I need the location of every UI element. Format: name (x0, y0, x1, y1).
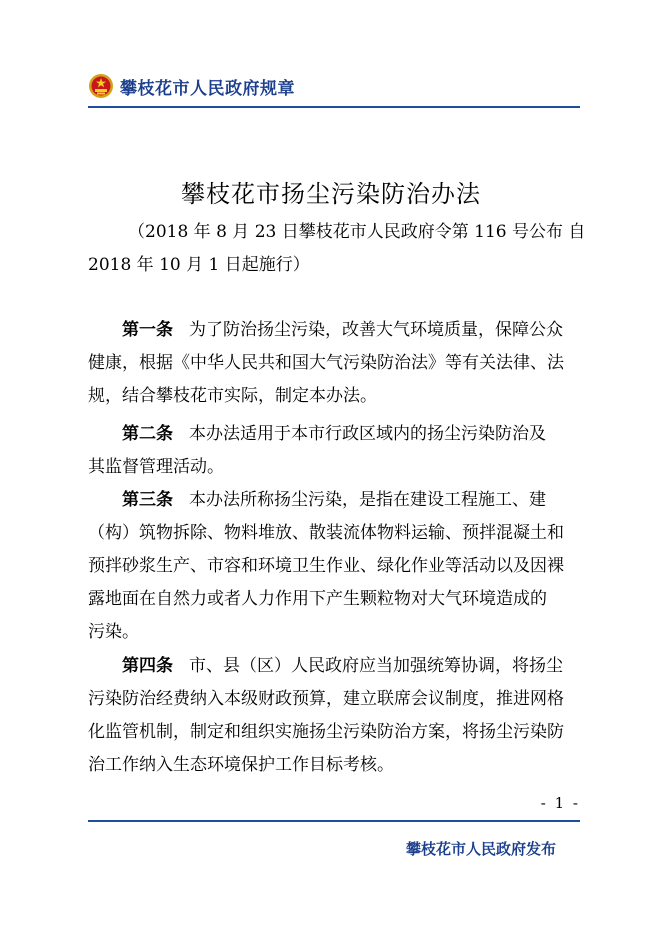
article-line: 健康，根据《中华人民共和国大气污染防治法》等有关法律、法 (88, 353, 564, 373)
article-number: 第一条 (122, 320, 173, 340)
article-line: 第四条 市、县（区）人民政府应当加强统筹协调，将扬尘 (122, 656, 563, 676)
article-line: 化监管机制，制定和组织实施扬尘污染防治方案，将扬尘污染防 (88, 722, 564, 742)
promulgation-note (88, 216, 586, 282)
article-line: 第三条 本办法所称扬尘污染，是指在建设工程施工、建 (122, 490, 546, 510)
article-number: 第二条 (122, 424, 173, 444)
document-title: 攀枝花市扬尘污染防治办法 (181, 180, 481, 208)
header-divider (88, 106, 580, 108)
article-3 (88, 484, 580, 649)
header-title: 攀枝花市人民政府规章 (120, 78, 295, 99)
article-line: 污染防治经费纳入本级财政预算，建立联席会议制度，推进网格 (88, 689, 564, 709)
page-number: - 1 - (540, 794, 580, 812)
article-line: 污染。 (88, 622, 139, 642)
article-line: 规，结合攀枝花市实际，制定本办法。 (88, 386, 377, 406)
footer-publisher: 攀枝花市人民政府发布 (406, 840, 557, 858)
article-line: 治工作纳入生态环境保护工作目标考核。 (88, 755, 394, 775)
article-4 (88, 650, 580, 782)
article-1 (88, 314, 580, 413)
article-line: （构）筑物拆除、物料堆放、散装流体物料运输、预拌混凝土和 (88, 523, 564, 543)
article-line: 第一条 为了防治扬尘污染，改善大气环境质量，保障公众 (122, 320, 563, 340)
article-number: 第三条 (122, 490, 173, 510)
article-line: 露地面在自然力或者人力作用下产生颗粒物对大气环境造成的 (88, 589, 547, 609)
promulgation-line: 2018 年 10 月 1 日起施行） (88, 255, 310, 275)
footer-divider (88, 820, 580, 822)
national-emblem-icon (88, 73, 114, 99)
article-2 (88, 418, 580, 484)
article-number: 第四条 (122, 656, 173, 676)
article-line: 其监督管理活动。 (88, 457, 224, 477)
article-line: 第二条 本办法适用于本市行政区域内的扬尘污染防治及 (122, 424, 546, 444)
promulgation-line: （2018 年 8 月 23 日攀枝花市人民政府令第 116 号公布 自 (128, 222, 586, 242)
article-line: 预拌砂浆生产、市容和环境卫生作业、绿化作业等活动以及因裸 (88, 556, 564, 576)
page-header (88, 68, 295, 104)
